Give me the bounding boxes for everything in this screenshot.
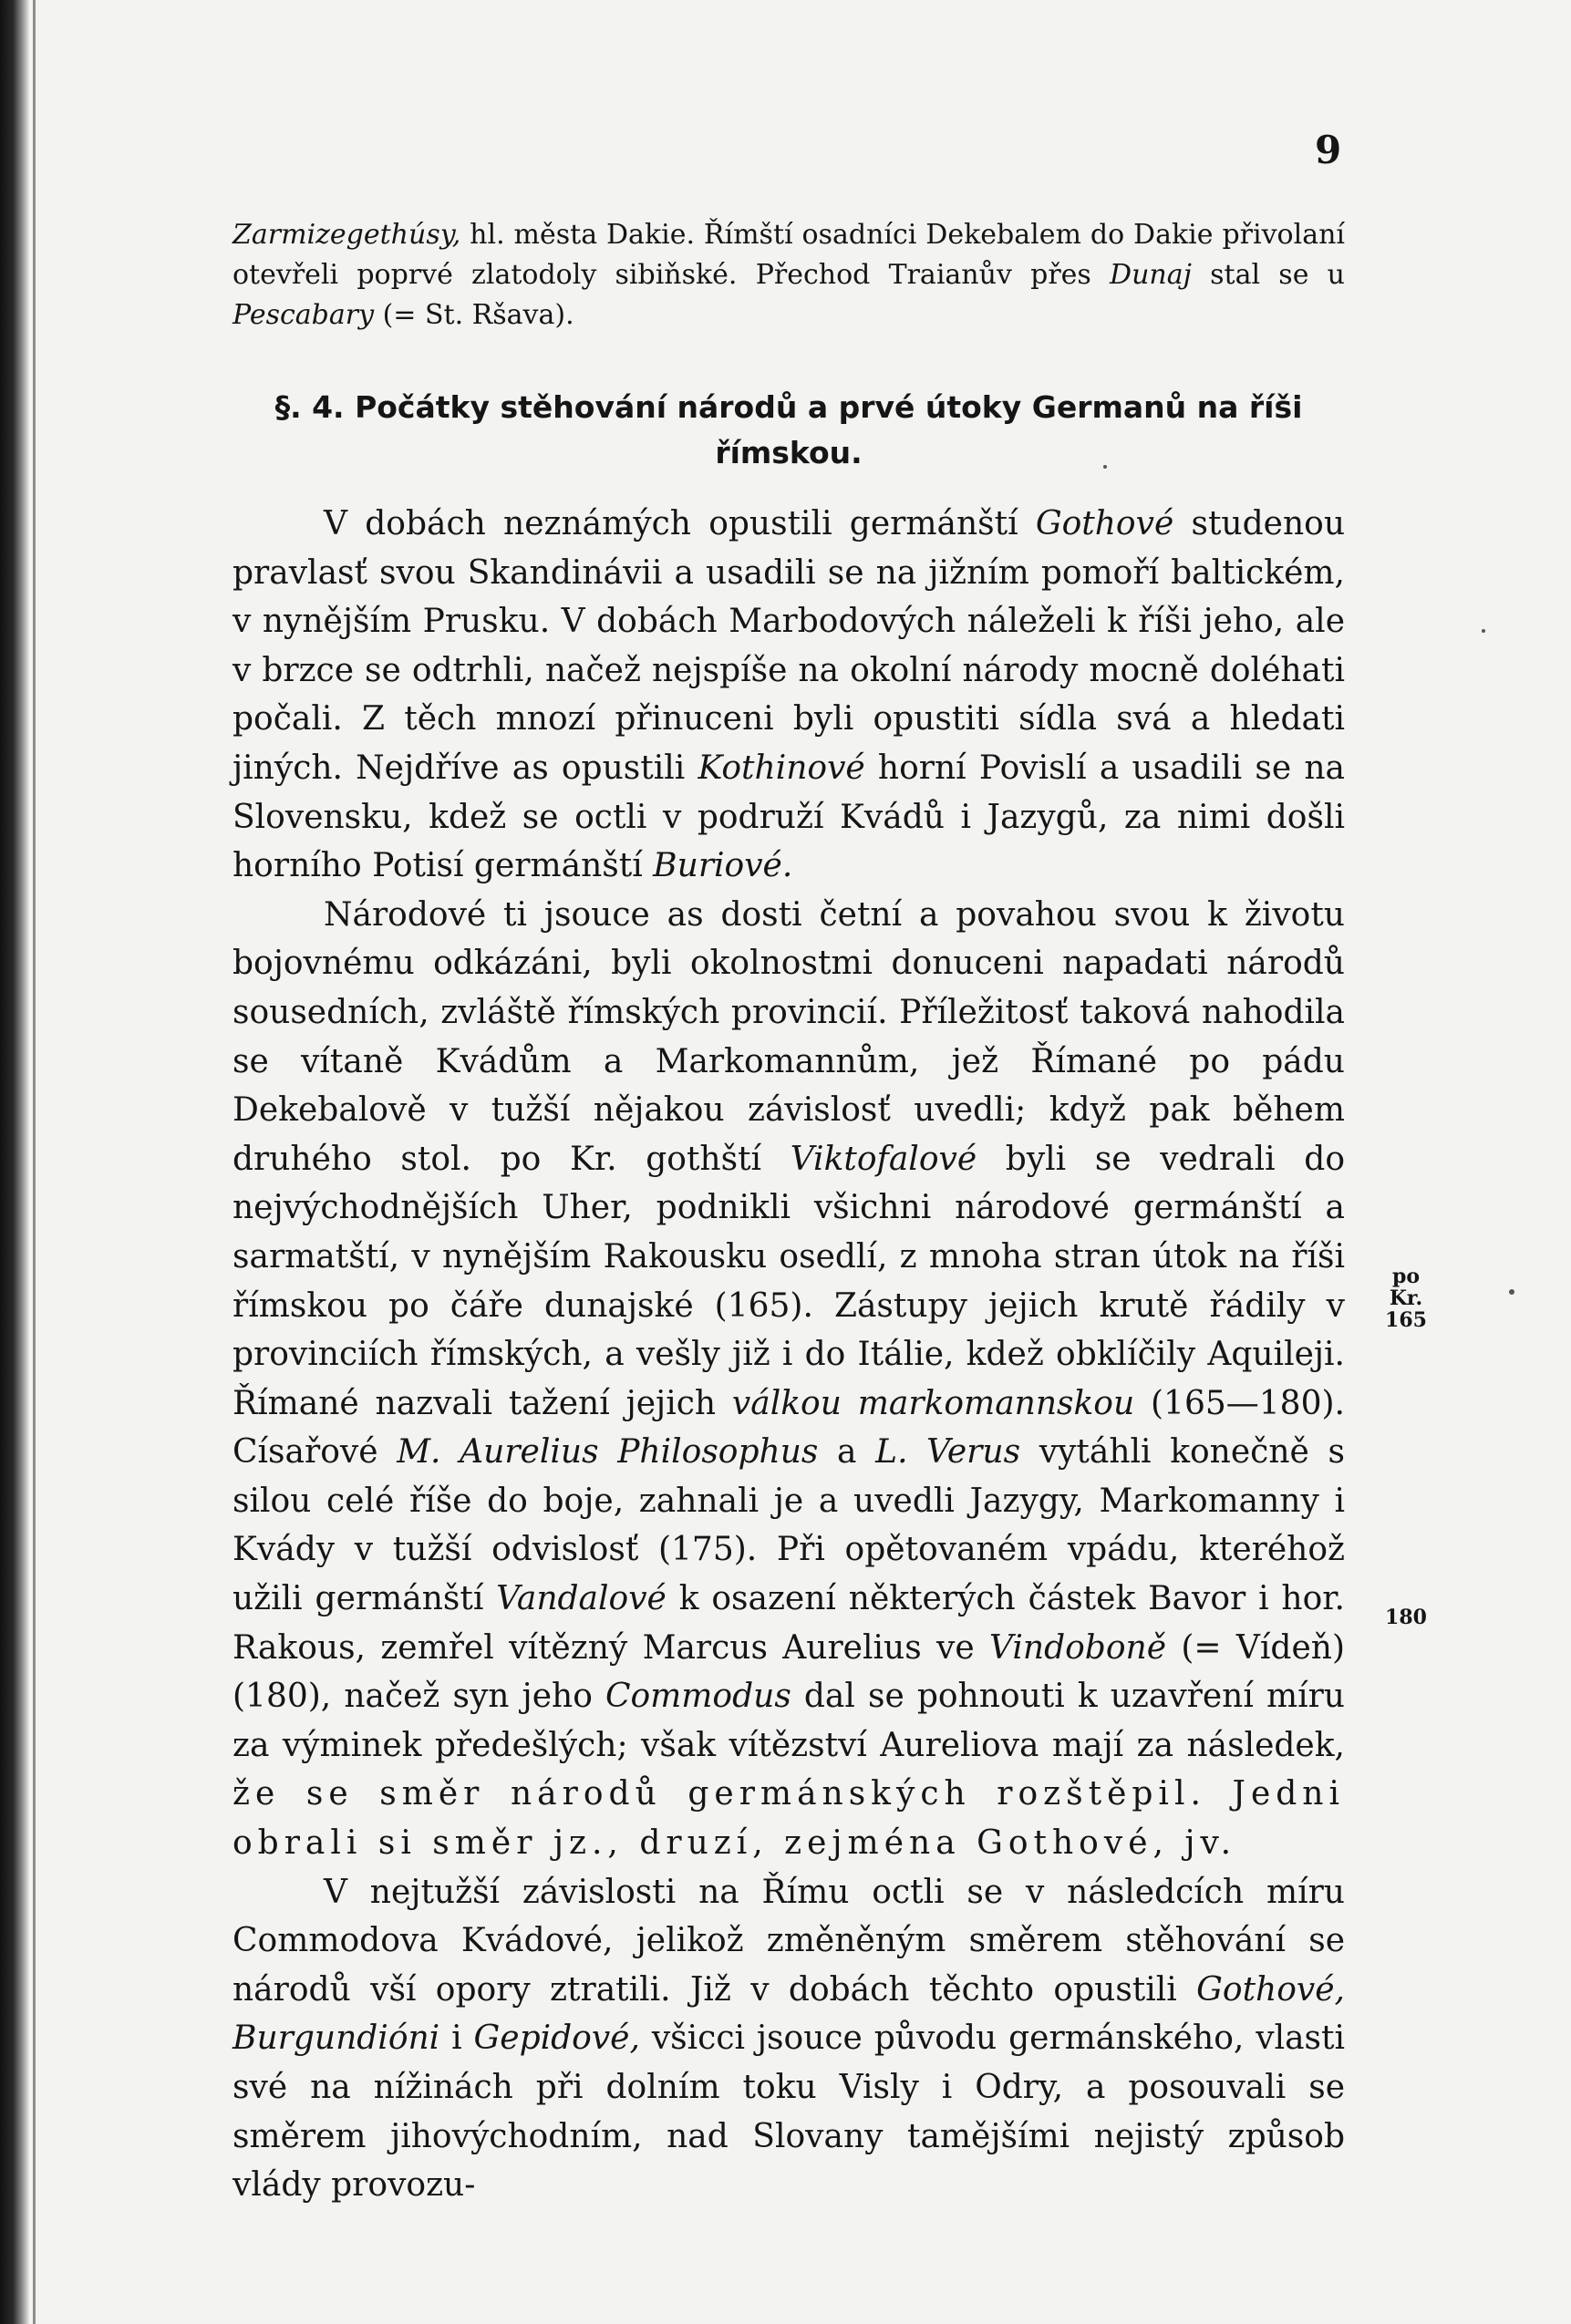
p2-text-o: dal se pohnouti k uzavření míru za výminek předešlých; však vítězství Aureliova mají za následek, bbox=[233, 1678, 1345, 1764]
p2-italic-b: Viktofalové bbox=[790, 1140, 977, 1178]
margin-note-180: 180 bbox=[1385, 1606, 1427, 1629]
note-italic-3: Dunaj bbox=[1110, 259, 1192, 291]
continued-footnote bbox=[233, 215, 1345, 336]
p1-italic-f: Buriové. bbox=[653, 847, 793, 885]
p2-text-g: a bbox=[818, 1433, 876, 1472]
p2-italic-h: L. Verus bbox=[875, 1433, 1021, 1472]
ink-speck bbox=[1103, 465, 1107, 469]
note-text-4: stal se u bbox=[1191, 259, 1345, 291]
p3-text-a: V nejtužší závislosti na Římu octli se v následcích míru Commodova Kvádové, jelikož změněným směrem stěhování se národů vší opory ztratili. Již v dobách těchto opustili bbox=[233, 1873, 1345, 2009]
page-number: 9 bbox=[1315, 128, 1342, 172]
p3-text-c: i bbox=[439, 2019, 474, 2058]
p1-text-e: horní Povislí a usadili se na Slovensku, kdež se octli v podruží Kvádů i Jazygů, za nimi došli horního Potisí germánští bbox=[233, 749, 1345, 885]
p3-italic-b: Gothové, Burgundióni bbox=[233, 1970, 1345, 2058]
p1-text-c: studenou pravlasť svou Skandinávii a usadili se na jižním pomoří baltickém, v nynějším Prusku. V dobách Marbodových náleželi k říši jeho, ale v brzce se odtrhli, načež nejspíše na okolní národy mocně doléhati počali. Z těch mnozí přinuceni byli opustiti sídla svá a hledati jiných. Nejdříve as opustili bbox=[233, 505, 1346, 787]
gutter-line bbox=[33, 0, 36, 2324]
p2-text-c: byli se vedrali do nejvýchodnějších Uher, podnikli všichni národové germánští a sarmatští, v nynějším Rakousku osedlí, z mnoha stran útok na říši římskou po čáře dunajské (165). Zástupy jejich krutě řádily v provinciích římských, a vešly již i do Itálie, kdež obklíčily Aquileji. Římané nazvali tažení jejich bbox=[233, 1140, 1345, 1422]
p2-italic-f: M. Aurelius Philosophus bbox=[397, 1433, 819, 1472]
section-heading: §. 4. Počátky stěhování národů a prvé útoky Germanů na říši římskou. bbox=[274, 389, 1303, 470]
p3-italic-d: Gepidové, bbox=[473, 2019, 640, 2058]
note-italic-1: Zarmizegethúsy, bbox=[233, 219, 461, 251]
p1-italic-b: Gothové bbox=[1035, 505, 1174, 542]
paragraph-2 bbox=[233, 891, 1345, 1868]
p1-italic-d: Kothinové bbox=[698, 749, 865, 787]
p2-italic-n: Commodus bbox=[605, 1678, 791, 1716]
book-spine-shadow bbox=[0, 0, 29, 2324]
p1-text-a: V dobách neznámých opustili germánští bbox=[324, 505, 1036, 542]
paragraph-1 bbox=[233, 500, 1345, 891]
note-text-2: hl. města Dakie. Římští osadníci Dekebalem do Dakie přivolaní otevřeli poprvé zlatodoly sibiňské. Přechod Traianův přes bbox=[233, 219, 1345, 291]
p3-text-e: všicci jsouce původu germánského, vlasti své na nížinách při dolním toku Visly i Odry, a posouvali se směrem jihovýchodním, nad Slovany tamějšími nejistý způsob vlády provozu- bbox=[233, 2019, 1345, 2205]
paragraph-3 bbox=[233, 1868, 1345, 2210]
p2-italic-d: válkou markomannskou bbox=[731, 1384, 1135, 1422]
margin-note-165 bbox=[1379, 1265, 1433, 1331]
p2-text-a: Národové ti jsouce as dosti četní a povahou svou k životu bojovnému odkázáni, byli okolnostmi donuceni napadati národů sousedních, zvláště římských provincií. Příležitosť taková nahodila se vítaně Kvádům a Markomannům, jež Římané po pádu Dekebalově v tužší nějakou závislosť uvedli; když pak během druhého stol. po Kr. gothští bbox=[233, 895, 1345, 1178]
p2-italic-l: Vindoboně bbox=[989, 1628, 1167, 1667]
ink-speck bbox=[1482, 629, 1485, 633]
p2-italic-j: Vandalové bbox=[496, 1580, 667, 1618]
margin-note-year-165: 165 bbox=[1385, 1308, 1427, 1332]
note-italic-5: Pescabary bbox=[233, 299, 375, 331]
p2-text-m: (= Vídeň) (180), načež syn jeho bbox=[233, 1628, 1346, 1716]
p2-text-i: vytáhli konečně s silou celé říše do boje, zahnali je a uvedli Jazygy, Markomanny i Kvády v tužší odvislosť (175). Při opětovaném vpádu, kteréhož užili germánští bbox=[233, 1433, 1345, 1618]
p2-text-e: (165—180). Císařové bbox=[233, 1384, 1345, 1472]
margin-note-po-kr: po Kr. bbox=[1389, 1265, 1423, 1310]
p2-text-k: k osazení některých částek Bavor i hor. Rakous, zemřel vítězný Marcus Aurelius ve bbox=[233, 1580, 1345, 1667]
ink-speck bbox=[1509, 1289, 1514, 1295]
p2-spaced-emphasis: že se směr národů germánských rozštěpil. Jedni obrali si směr jz., druzí, zejména Gothové, jv. bbox=[233, 1775, 1345, 1863]
main-text-block bbox=[233, 215, 1345, 2210]
note-text-6: (= St. Ršava). bbox=[374, 299, 574, 331]
